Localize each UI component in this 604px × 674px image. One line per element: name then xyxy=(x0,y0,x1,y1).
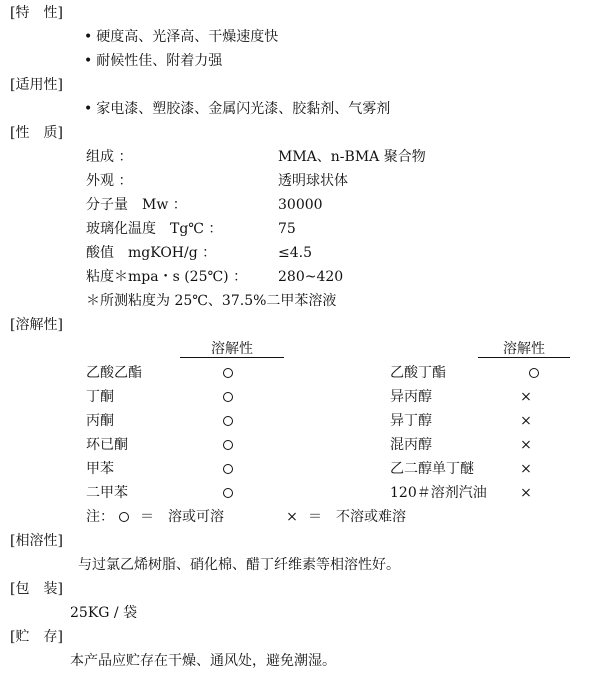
solvent-name: 丙酮 xyxy=(86,413,114,429)
property-value: 75 xyxy=(278,221,296,237)
feature-item: • 耐候性佳、附着力强 xyxy=(84,52,222,70)
column-header-underline xyxy=(478,357,570,358)
solvent-name: 环已酮 xyxy=(86,437,128,453)
solubility-column-header-right: 溶解性 xyxy=(503,341,545,357)
section-header-packaging: [包 装] xyxy=(10,581,63,597)
viscosity-note: ＊所测粘度为 25℃、37.5%二甲苯溶液 xyxy=(86,293,337,309)
property-label: 分子量 Mw ： xyxy=(86,197,187,213)
solvent-name: 甲苯 xyxy=(86,461,114,477)
property-label: 组成 ： xyxy=(86,149,133,165)
compatibility-text: 与过氯乙烯树脂、硝化棉、醋丁纤维素等相溶性好。 xyxy=(78,557,400,573)
soluble-mark xyxy=(526,364,542,382)
legend-note-soluble: ＝ 溶或可溶 xyxy=(140,509,224,525)
storage-text: 本产品应贮存在干燥、通风处，避免潮湿。 xyxy=(70,653,336,669)
insoluble-mark: × xyxy=(520,485,532,501)
soluble-mark xyxy=(220,460,236,478)
property-label: 玻璃化温度 Tg℃ ： xyxy=(86,221,223,237)
section-header-storage: [贮 存] xyxy=(10,629,63,645)
feature-item: • 硬度高、光泽高、干燥速度快 xyxy=(84,28,278,46)
solvent-name: 混丙醇 xyxy=(390,437,432,453)
solvent-name: 120＃溶剂汽油 xyxy=(390,485,487,501)
legend-note-insoluble: ＝ 不溶或难溶 xyxy=(308,509,406,525)
application-item: • 家电漆、塑胶漆、金属闪光漆、胶黏剂、气雾剂 xyxy=(84,100,390,118)
property-label: 粘度＊mpa・s (25℃) ： xyxy=(86,269,248,285)
section-header-compatibility: [相溶性] xyxy=(10,533,63,549)
solubility-column-header-left: 溶解性 xyxy=(211,341,253,357)
soluble-mark xyxy=(220,436,236,454)
solvent-name: 异丙醇 xyxy=(390,389,432,405)
insoluble-mark: × xyxy=(520,413,532,429)
section-header-features: [特 性] xyxy=(10,5,63,21)
property-value: ≤4.5 xyxy=(278,245,312,261)
property-value: 280~420 xyxy=(278,269,344,285)
section-header-properties: [性 质] xyxy=(10,125,63,141)
column-header-underline xyxy=(180,357,284,358)
property-label: 酸值 mgKOH/g ： xyxy=(86,245,217,261)
property-value: 透明球状体 xyxy=(278,173,348,189)
property-value: 30000 xyxy=(278,197,323,213)
insoluble-mark: × xyxy=(520,461,532,477)
soluble-mark xyxy=(220,484,236,502)
section-header-solubility: [溶解性] xyxy=(10,317,63,333)
soluble-mark xyxy=(220,364,236,382)
soluble-mark xyxy=(116,508,132,526)
soluble-mark xyxy=(220,412,236,430)
property-label: 外观 ： xyxy=(86,173,133,189)
solvent-name: 异丁醇 xyxy=(390,413,432,429)
soluble-mark xyxy=(220,388,236,406)
section-header-applications: [适用性] xyxy=(10,77,63,93)
solvent-name: 乙酸丁酯 xyxy=(390,365,446,381)
solvent-name: 二甲苯 xyxy=(86,485,128,501)
insoluble-mark: × xyxy=(520,437,532,453)
property-value: MMA、n-BMA 聚合物 xyxy=(278,149,426,165)
solvent-name: 乙二醇单丁醚 xyxy=(390,461,474,477)
insoluble-mark: × xyxy=(520,389,532,405)
solvent-name: 丁酮 xyxy=(86,389,114,405)
insoluble-mark: × xyxy=(286,509,298,525)
legend-note-prefix: 注： xyxy=(86,509,114,525)
solvent-name: 乙酸乙酯 xyxy=(86,365,142,381)
packaging-text: 25KG / 袋 xyxy=(70,605,138,621)
